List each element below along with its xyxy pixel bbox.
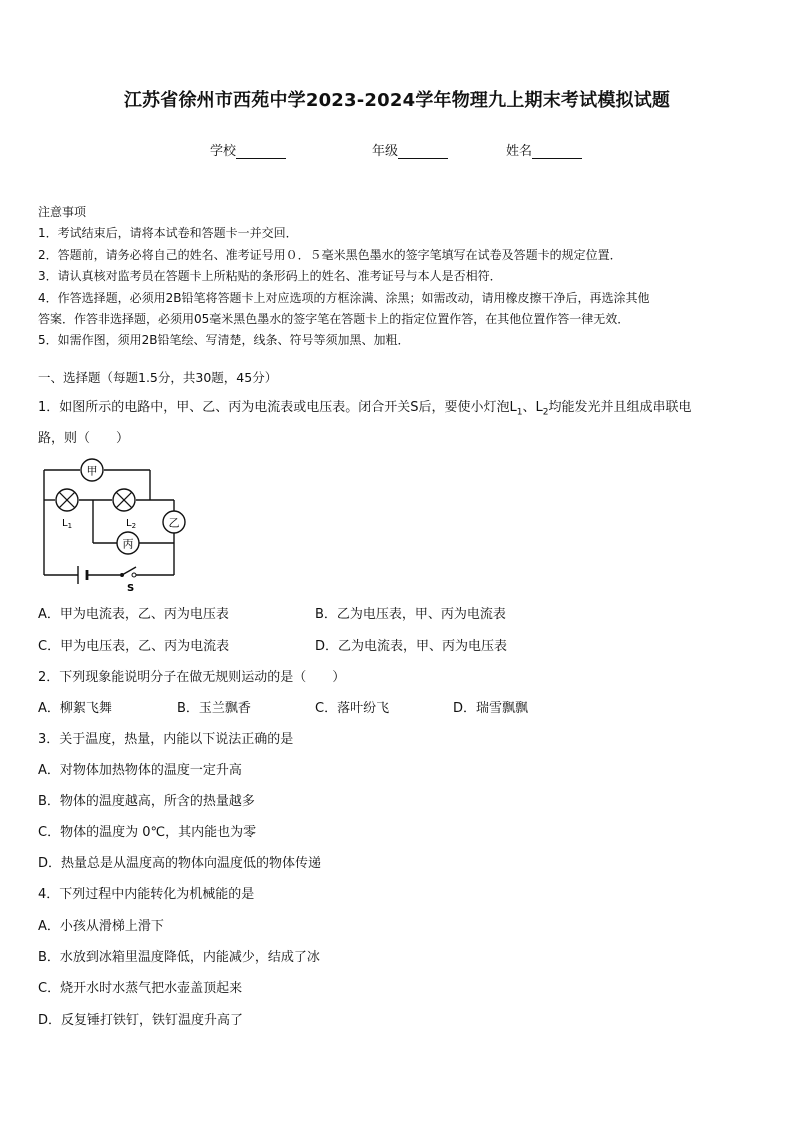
page-title: 江苏省徐州市西苑中学2023-2024学年物理九上期末考试模拟试题 [123, 90, 671, 111]
lamp-l1-icon [56, 489, 78, 511]
name-label: 姓名 [506, 144, 533, 159]
q1-text-mid: 、L [522, 400, 543, 415]
section-heading: 一、选择题（每题1.5分，共30题，45分） [38, 370, 278, 385]
battery-icon [78, 566, 87, 584]
q4-option-a[interactable]: A．小孩从滑梯上滑下 [38, 919, 164, 934]
school-blank[interactable] [236, 146, 286, 159]
grade-field[interactable] [372, 140, 448, 159]
notice-block [38, 202, 758, 352]
name-field[interactable] [506, 140, 582, 159]
q1-sub1: 1 [516, 407, 523, 418]
q4-option-c[interactable]: C．烧开水时水蒸气把水壶盖顶起来 [38, 981, 243, 996]
meter-bing-label: 丙 [122, 537, 134, 551]
q1-sub2: 2 [542, 407, 549, 418]
meter-yi-label: 乙 [168, 516, 180, 530]
q1-option-b[interactable]: B．乙为电压表，甲、丙为电流表 [315, 607, 506, 622]
meter-yi-icon [163, 511, 185, 533]
grade-blank[interactable] [398, 146, 448, 159]
grade-label: 年级 [372, 144, 399, 159]
notice-item: 3．请认真核对监考员在答题卡上所粘贴的条形码上的姓名、准考证号与本人是否相符． [38, 269, 502, 284]
q2-option-d[interactable]: D．瑞雪飘飘 [453, 701, 529, 716]
question-4-stem: 4．下列过程中内能转化为机械能的是 [38, 887, 255, 902]
q2-option-b[interactable]: B．玉兰飘香 [177, 701, 251, 716]
q1-option-d[interactable]: D．乙为电流表，甲、丙为电压表 [315, 639, 508, 654]
q2-option-a[interactable]: A．柳絮飞舞 [38, 701, 112, 716]
name-blank[interactable] [532, 146, 582, 159]
q3-option-a[interactable]: A．对物体加热物体的温度一定升高 [38, 763, 242, 778]
q1-option-c[interactable]: C．甲为电压表，乙、丙为电流表 [38, 639, 230, 654]
notice-item: 答案．作答非选择题，必须用05毫米黑色墨水的签字笔在答题卡上的指定位置作答，在其他位置作答一律无效． [38, 312, 630, 327]
question-3-stem: 3．关于温度，热量，内能以下说法正确的是 [38, 732, 294, 747]
switch-label: S [127, 583, 135, 594]
q4-option-d[interactable]: D．反复锤打铁钉，铁钉温度升高了 [38, 1013, 244, 1028]
school-field[interactable] [210, 140, 286, 159]
question-2-stem: 2．下列现象能说明分子在做无规则运动的是（ ） [38, 670, 346, 685]
notice-item: 5．如需作图，须用2B铅笔绘、写清楚，线条、符号等须加黑、加粗． [38, 333, 410, 348]
circuit-diagram [38, 455, 198, 595]
meter-jia-label: 甲 [86, 464, 98, 478]
question-1-stem-line2: 路，则（ ） [38, 431, 130, 446]
notice-item: 4．作答选择题，必须用2B铅笔将答题卡上对应选项的方框涂满、涂黑；如需改动，请用橡皮擦干净后，再选涂其他 [38, 290, 650, 305]
q1-option-a[interactable]: A．甲为电流表，乙、丙为电压表 [38, 607, 229, 622]
lamp-l1-label: $L_1$ [62, 518, 73, 530]
notice-item: 1．考试结束后，请将本试卷和答题卡一并交回． [38, 226, 298, 241]
q2-option-c[interactable]: C．落叶纷飞 [315, 701, 390, 716]
lamp-l2-icon [113, 489, 135, 511]
notice-item: 2．答题前，请务必将自己的姓名、准考证号用０．５毫米黑色墨水的签字笔填写在试卷及答题卡的规定位置． [38, 247, 622, 262]
q1-text-b: 均能发光并且组成串联电 [548, 400, 692, 415]
notice-heading: 注意事项 [38, 205, 87, 219]
q1-text-a: 1．如图所示的电路中，甲、乙、丙为电流表或电压表。闭合开关S后，要使小灯泡L [38, 400, 517, 415]
question-1-stem [38, 396, 692, 418]
lamp-l2-label: $L_2$ [126, 518, 137, 530]
q4-option-b[interactable]: B．水放到冰箱里温度降低，内能减少，结成了冰 [38, 950, 320, 965]
meter-jia-icon [81, 459, 103, 481]
q3-option-b[interactable]: B．物体的温度越高，所含的热量越多 [38, 794, 255, 809]
switch-icon [120, 567, 136, 577]
meter-bing-icon [117, 532, 139, 554]
q3-option-c[interactable]: C．物体的温度为 0℃，其内能也为零 [38, 825, 257, 840]
school-label: 学校 [210, 144, 237, 159]
q3-option-d[interactable]: D．热量总是从温度高的物体向温度低的物体传递 [38, 856, 322, 871]
